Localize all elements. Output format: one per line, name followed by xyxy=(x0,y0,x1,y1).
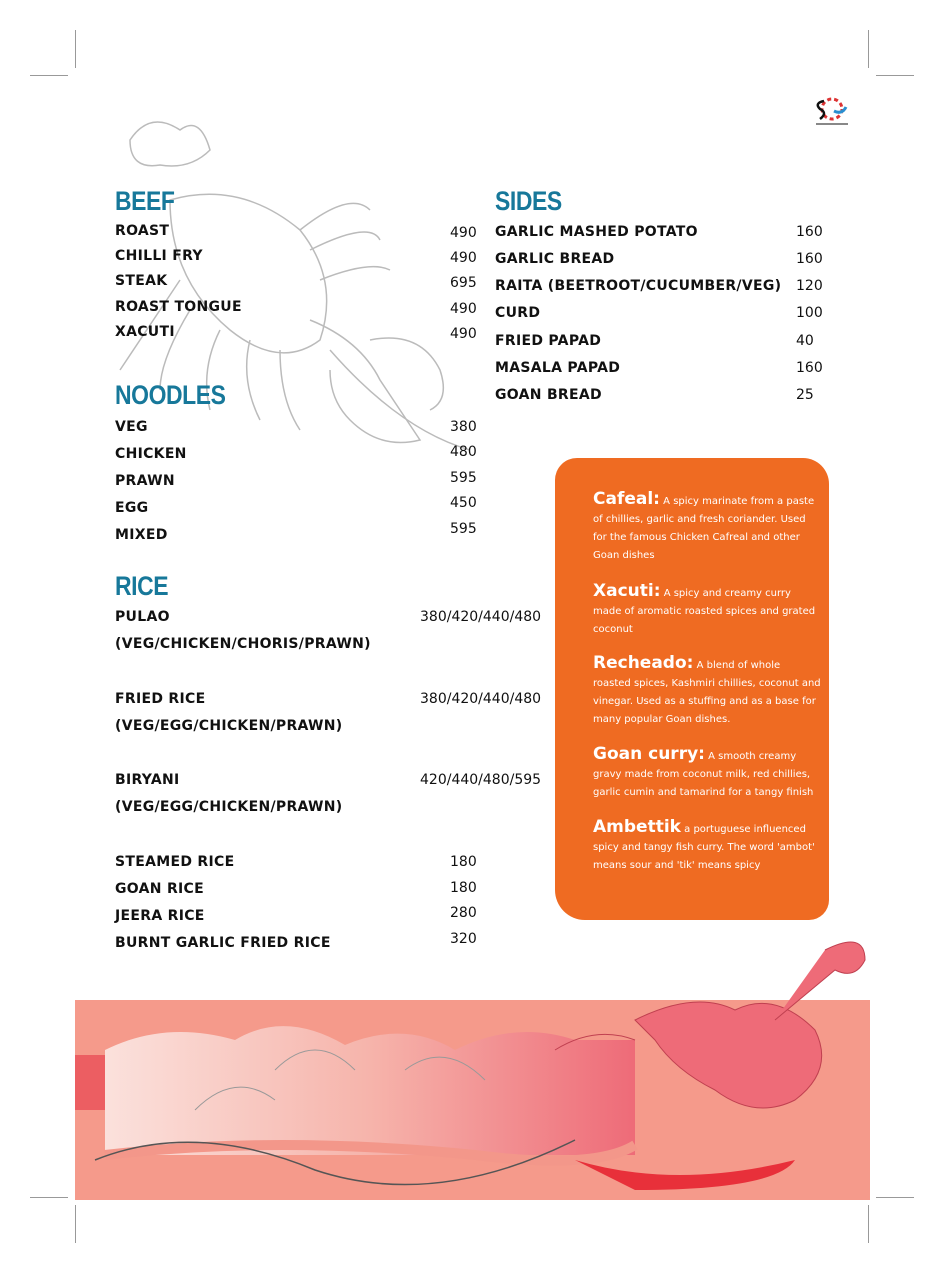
crop-mark xyxy=(876,1197,914,1198)
menu-item-price: 100 xyxy=(796,305,823,321)
glossary-entry xyxy=(593,490,821,565)
menu-item-price: 420/440/480/595 xyxy=(420,772,542,788)
glossary-entry xyxy=(593,745,821,802)
menu-item-name: STEAK xyxy=(115,273,168,289)
menu-item-price: 490 xyxy=(450,225,477,241)
glossary-entry xyxy=(593,654,821,729)
menu-item-name: MASALA PAPAD xyxy=(495,360,621,376)
menu-item-name: PULAO xyxy=(115,609,170,625)
glossary-text: a portuguese influenced spicy and tangy fish curry. The word 'ambot' means sour and 'tik' means spicy xyxy=(593,824,815,871)
glossary-text: A spicy marinate from a paste of chillies, garlic and fresh coriander. Used for the famous Chicken Cafreal and other Goan dishes xyxy=(593,496,815,561)
menu-item-name: VEG xyxy=(115,419,148,435)
menu-item-name: EGG xyxy=(115,500,149,516)
section-title-rice: RICE xyxy=(115,571,169,601)
crop-mark xyxy=(75,30,76,68)
section-title-sides: SIDES xyxy=(495,186,562,216)
menu-item-name: FRIED RICE xyxy=(115,691,206,707)
glossary-text: A blend of whole roasted spices, Kashmiri chillies, coconut and vinegar. Used as a stuffing and as a base for many popular Goan dishes. xyxy=(593,660,821,725)
menu-item-price: 490 xyxy=(450,326,477,342)
menu-item-name: RAITA (BEETROOT/CUCUMBER/VEG) xyxy=(495,278,782,294)
glossary-term: Goan curry: xyxy=(593,744,705,764)
glossary-term: Xacuti: xyxy=(593,581,661,601)
logo xyxy=(810,95,852,129)
menu-item-price: 595 xyxy=(450,470,477,486)
menu-item-price: 40 xyxy=(796,333,814,349)
menu-item-price: 480 xyxy=(450,444,477,460)
crop-mark xyxy=(868,1205,869,1243)
menu-item-price: 695 xyxy=(450,275,477,291)
glossary-box xyxy=(555,458,829,920)
menu-item-variants: (VEG/CHICKEN/CHORIS/PRAWN) xyxy=(115,636,371,652)
crop-mark xyxy=(876,75,914,76)
menu-item-name: BURNT GARLIC FRIED RICE xyxy=(115,935,331,951)
menu-item-price: 180 xyxy=(450,880,477,896)
glossary-text: A smooth creamy gravy made from coconut milk, red chillies, garlic cumin and tamarind for a tangy finish xyxy=(593,751,814,798)
menu-item-price: 25 xyxy=(796,387,814,403)
menu-item-price: 160 xyxy=(796,360,823,376)
menu-item-name: FRIED PAPAD xyxy=(495,333,602,349)
glossary-term: Ambettik xyxy=(593,817,681,837)
menu-item-name: MIXED xyxy=(115,527,168,543)
glossary-text: A spicy and creamy curry made of aromatic roasted spices and grated coconut xyxy=(593,588,816,635)
menu-item-name: JEERA RICE xyxy=(115,908,205,924)
section-title-noodles: NOODLES xyxy=(115,380,226,410)
menu-item-price: 450 xyxy=(450,495,477,511)
menu-item-price: 160 xyxy=(796,224,823,240)
menu-item-price: 595 xyxy=(450,521,477,537)
glossary-entry xyxy=(593,818,821,875)
menu-item-price: 380/420/440/480 xyxy=(420,691,542,707)
menu-item-price: 380/420/440/480 xyxy=(420,609,542,625)
menu-item-name: XACUTI xyxy=(115,324,175,340)
menu-item-variants: (VEG/EGG/CHICKEN/PRAWN) xyxy=(115,799,343,815)
menu-item-name: GOAN BREAD xyxy=(495,387,602,403)
menu-item-price: 490 xyxy=(450,250,477,266)
menu-item-name: GOAN RICE xyxy=(115,881,204,897)
menu-item-name: ROAST TONGUE xyxy=(115,299,242,315)
menu-item-name: STEAMED RICE xyxy=(115,854,235,870)
glossary-term: Cafeal: xyxy=(593,489,660,509)
menu-item-price: 280 xyxy=(450,905,477,921)
menu-item-price: 180 xyxy=(450,854,477,870)
menu-item-price: 160 xyxy=(796,251,823,267)
menu-item-name: ROAST xyxy=(115,223,170,239)
menu-item-name: PRAWN xyxy=(115,473,175,489)
menu-item-name: CHICKEN xyxy=(115,446,187,462)
menu-item-name: CHILLI FRY xyxy=(115,248,203,264)
menu-item-price: 490 xyxy=(450,301,477,317)
menu-item-price: 320 xyxy=(450,931,477,947)
menu-item-variants: (VEG/EGG/CHICKEN/PRAWN) xyxy=(115,718,343,734)
menu-item-name: GARLIC BREAD xyxy=(495,251,615,267)
section-title-beef: BEEF xyxy=(115,186,175,216)
menu-item-name: CURD xyxy=(495,305,541,321)
wave-lobster-illustration xyxy=(75,930,870,1200)
crop-mark xyxy=(30,75,68,76)
crop-mark xyxy=(868,30,869,68)
menu-item-price: 120 xyxy=(796,278,823,294)
crop-mark xyxy=(30,1197,68,1198)
menu-item-name: BIRYANI xyxy=(115,772,180,788)
glossary-term: Recheado: xyxy=(593,653,694,673)
menu-item-name: GARLIC MASHED POTATO xyxy=(495,224,698,240)
crop-mark xyxy=(75,1205,76,1243)
menu-item-price: 380 xyxy=(450,419,477,435)
glossary-entry xyxy=(593,582,821,639)
